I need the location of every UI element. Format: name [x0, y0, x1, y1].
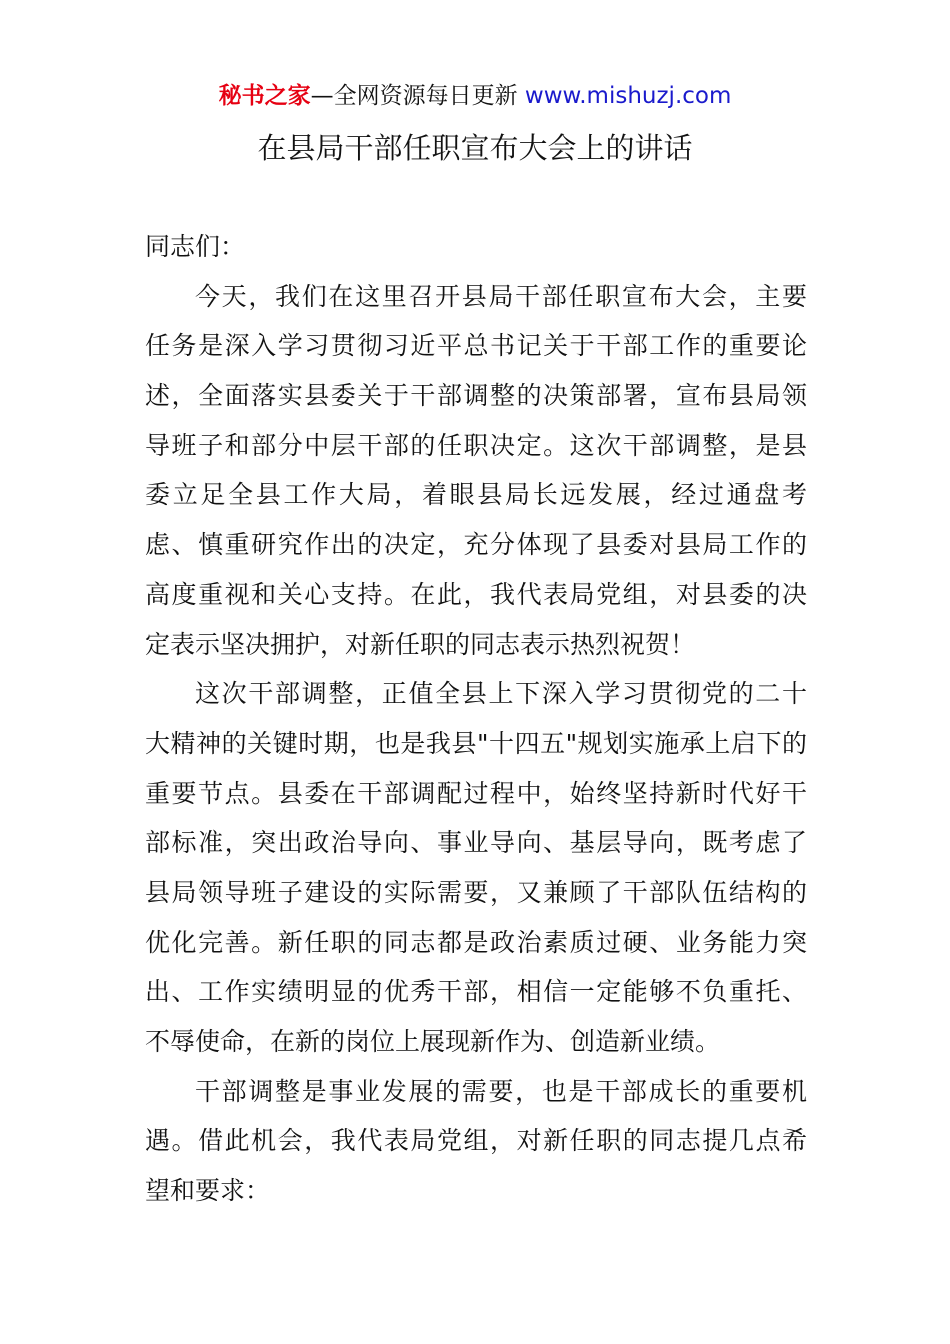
document-body — [145, 222, 807, 1216]
body-line: 县局领导班子建设的实际需要，又兼顾了干部队伍结构的 — [145, 877, 807, 907]
site-tagline: —全网资源每日更新 — [310, 83, 518, 109]
site-url-link[interactable]: www.mishuzj.com — [524, 83, 732, 109]
body-line: 今天，我们在这里召开县局干部任职宣布大会，主要 — [195, 281, 807, 311]
body-line: 述，全面落实县委关于干部调整的决策部署，宣布县局领 — [145, 381, 807, 411]
body-line: 这次干部调整，正值全县上下深入学习贯彻党的二十 — [195, 679, 807, 709]
body-line: 导班子和部分中层干部的任职决定。这次干部调整，是县 — [145, 430, 807, 460]
site-brand: 秘书之家 — [218, 83, 311, 109]
body-line: 同志们： — [145, 232, 246, 261]
body-line: 不辱使命，在新的岗位上展现新作为、创造新业绩。 — [145, 1027, 721, 1056]
body-line: 大精神的关键时期，也是我县"十四五"规划实施承上启下的 — [145, 728, 807, 758]
site-header — [0, 80, 950, 112]
body-line: 高度重视和关心支持。在此，我代表局党组，对县委的决 — [145, 579, 807, 609]
body-line: 优化完善。新任职的同志都是政治素质过硬、业务能力突 — [145, 927, 807, 957]
body-line: 定表示坚决拥护，对新任职的同志表示热烈祝贺！ — [145, 629, 696, 659]
body-line: 出、工作实绩明显的优秀干部，相信一定能够不负重托、 — [145, 977, 807, 1007]
body-line: 任务是深入学习贯彻习近平总书记关于干部工作的重要论 — [145, 331, 807, 361]
body-line: 遇。借此机会，我代表局党组，对新任职的同志提几点希 — [145, 1126, 807, 1156]
document-title: 在县局干部任职宣布大会上的讲话 — [257, 131, 693, 165]
body-line: 委立足全县工作大局，着眼县局长远发展，经过通盘考 — [145, 480, 807, 510]
body-line: 望和要求： — [145, 1176, 271, 1206]
body-line: 干部调整是事业发展的需要，也是干部成长的重要机 — [195, 1076, 807, 1106]
body-line: 虑、慎重研究作出的决定，充分体现了县委对县局工作的 — [145, 530, 807, 560]
body-line: 重要节点。县委在干部调配过程中，始终坚持新时代好干 — [145, 778, 807, 808]
body-line: 部标准，突出政治导向、事业导向、基层导向，既考虑了 — [145, 828, 807, 858]
